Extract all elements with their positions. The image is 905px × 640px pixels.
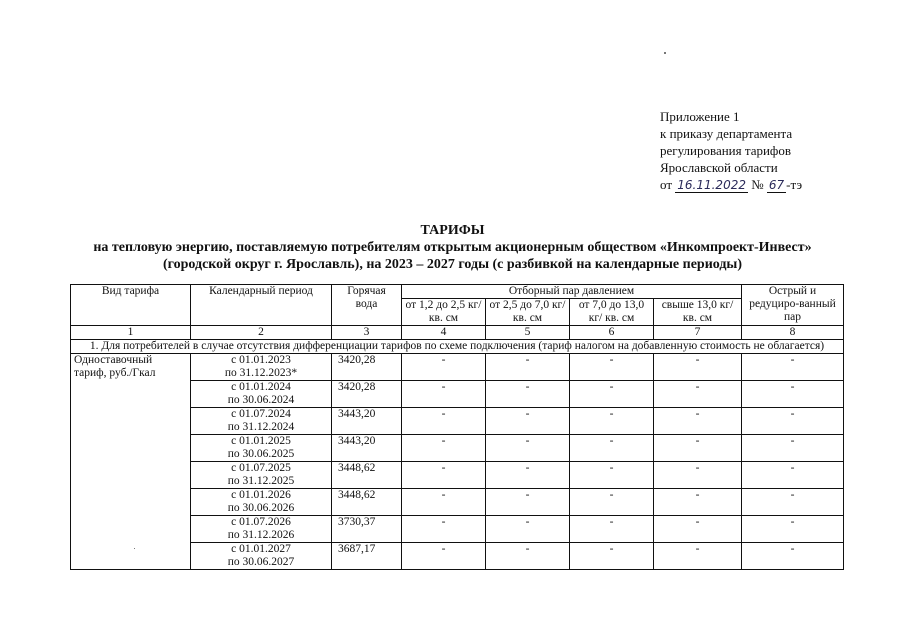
col-number: 2 bbox=[191, 326, 332, 340]
appendix-line-3: регулирования тарифов bbox=[660, 143, 791, 158]
period-cell bbox=[191, 354, 332, 381]
col-number: 8 bbox=[742, 326, 844, 340]
period-cell bbox=[191, 489, 332, 516]
title-subtitle-1: на тепловую энергию, поставляемую потребителям открытым акционерным обществом «Инкомпроект-Инвест» bbox=[93, 240, 812, 255]
col-number: 3 bbox=[332, 326, 402, 340]
steam-1-value: - bbox=[402, 354, 486, 381]
steam-1-value: - bbox=[402, 543, 486, 570]
sharp-steam-value: - bbox=[742, 381, 844, 408]
header-sharp-steam: Острый и редуциро-ванный пар bbox=[742, 285, 844, 326]
period-from: с 01.01.2025 bbox=[231, 435, 291, 447]
header-steam-1: от 1,2 до 2,5 кг/ кв. см bbox=[402, 299, 486, 326]
appendix-order-line bbox=[660, 176, 802, 193]
sharp-steam-value: - bbox=[742, 462, 844, 489]
header-row-1 bbox=[71, 285, 844, 299]
hot-water-value: 3687,17 bbox=[332, 543, 402, 570]
appendix-line-4: Ярославской области bbox=[660, 160, 778, 175]
steam-3-value: - bbox=[570, 462, 654, 489]
steam-2-value: - bbox=[486, 462, 570, 489]
header-period: Календарный период bbox=[191, 285, 332, 326]
steam-3-value: - bbox=[570, 354, 654, 381]
handwritten-date: 16.11.2022 bbox=[677, 178, 746, 192]
hot-water-value: 3420,28 bbox=[332, 354, 402, 381]
period-cell bbox=[191, 435, 332, 462]
steam-4-value: - bbox=[654, 408, 742, 435]
period-from: с 01.01.2023 bbox=[231, 354, 291, 366]
period-cell bbox=[191, 408, 332, 435]
appendix-line-1: Приложение 1 bbox=[660, 109, 740, 124]
column-number-row bbox=[71, 326, 844, 340]
col-number: 6 bbox=[570, 326, 654, 340]
steam-1-value: - bbox=[402, 381, 486, 408]
period-to: по 31.12.2024 bbox=[227, 421, 295, 433]
steam-4-value: - bbox=[654, 516, 742, 543]
steam-3-value: - bbox=[570, 435, 654, 462]
period-cell bbox=[191, 381, 332, 408]
period-to: по 30.06.2026 bbox=[227, 502, 295, 514]
col-number: 5 bbox=[486, 326, 570, 340]
hot-water-value: 3443,20 bbox=[332, 435, 402, 462]
sharp-steam-value: - bbox=[742, 435, 844, 462]
steam-2-value: - bbox=[486, 354, 570, 381]
period-cell bbox=[191, 543, 332, 570]
steam-3-value: - bbox=[570, 408, 654, 435]
header-tariff-type: Вид тарифа bbox=[71, 285, 191, 326]
order-suffix: -тэ bbox=[786, 177, 803, 192]
steam-2-value: - bbox=[486, 435, 570, 462]
document-title bbox=[0, 222, 905, 273]
period-from: с 01.01.2024 bbox=[231, 381, 291, 393]
section-row bbox=[71, 340, 844, 354]
steam-1-value: - bbox=[402, 408, 486, 435]
handwritten-number: 67 bbox=[768, 178, 785, 192]
header-steam-group: Отборный пар давлением bbox=[402, 285, 742, 299]
tariff-type-cell: Одноставочный тариф, руб./Гкал bbox=[71, 354, 191, 570]
sharp-steam-value: - bbox=[742, 516, 844, 543]
steam-2-value: - bbox=[486, 543, 570, 570]
steam-1-value: - bbox=[402, 489, 486, 516]
period-to: по 30.06.2025 bbox=[227, 448, 295, 460]
period-cell bbox=[191, 462, 332, 489]
section-1-title: 1. Для потребителей в случае отсутствия дифференциации тарифов по схеме подключения (тариф налогом на добавленную стоимость не облагается) bbox=[71, 340, 844, 354]
col-number: 1 bbox=[71, 326, 191, 340]
col-number: 4 bbox=[402, 326, 486, 340]
steam-3-value: - bbox=[570, 543, 654, 570]
header-steam-2: от 2,5 до 7,0 кг/ кв. см bbox=[486, 299, 570, 326]
period-from: с 01.07.2026 bbox=[231, 516, 291, 528]
period-from: с 01.07.2024 bbox=[231, 408, 291, 420]
steam-2-value: - bbox=[486, 408, 570, 435]
appendix-block bbox=[660, 108, 802, 193]
steam-3-value: - bbox=[570, 381, 654, 408]
header-steam-4: свыше 13,0 кг/ кв. см bbox=[654, 299, 742, 326]
steam-1-value: - bbox=[402, 516, 486, 543]
hot-water-value: 3448,62 bbox=[332, 462, 402, 489]
table-row bbox=[71, 354, 844, 381]
from-prefix: от bbox=[660, 177, 673, 192]
period-from: с 01.01.2026 bbox=[231, 489, 291, 501]
header-steam-3: от 7,0 до 13,0 кг/ кв. см bbox=[570, 299, 654, 326]
header-hot-water: Горячая вода bbox=[332, 285, 402, 326]
steam-3-value: - bbox=[570, 489, 654, 516]
steam-4-value: - bbox=[654, 462, 742, 489]
steam-1-value: - bbox=[402, 462, 486, 489]
hot-water-value: 3420,28 bbox=[332, 381, 402, 408]
sharp-steam-value: - bbox=[742, 543, 844, 570]
appendix-line-2: к приказу департамента bbox=[660, 126, 793, 141]
scan-speck bbox=[664, 52, 666, 54]
hot-water-value: 3448,62 bbox=[332, 489, 402, 516]
period-from: с 01.01.2027 bbox=[231, 543, 291, 555]
steam-4-value: - bbox=[654, 381, 742, 408]
number-prefix: № bbox=[751, 177, 764, 192]
period-cell bbox=[191, 516, 332, 543]
steam-3-value: - bbox=[570, 516, 654, 543]
period-to: по 31.12.2023* bbox=[224, 367, 298, 379]
steam-4-value: - bbox=[654, 489, 742, 516]
sharp-steam-value: - bbox=[742, 489, 844, 516]
period-to: по 30.06.2024 bbox=[227, 394, 295, 406]
period-to: по 31.12.2025 bbox=[227, 475, 295, 487]
steam-2-value: - bbox=[486, 381, 570, 408]
title-subtitle-2: (городской округ г. Ярославль), на 2023 – 2027 годы (с разбивкой на календарные периоды) bbox=[162, 257, 743, 272]
steam-4-value: - bbox=[654, 543, 742, 570]
steam-1-value: - bbox=[402, 435, 486, 462]
period-from: с 01.07.2025 bbox=[231, 462, 291, 474]
title-main: ТАРИФЫ bbox=[420, 223, 485, 238]
sharp-steam-value: - bbox=[742, 408, 844, 435]
steam-2-value: - bbox=[486, 516, 570, 543]
sharp-steam-value: - bbox=[742, 354, 844, 381]
hot-water-value: 3730,37 bbox=[332, 516, 402, 543]
hot-water-value: 3443,20 bbox=[332, 408, 402, 435]
steam-4-value: - bbox=[654, 435, 742, 462]
tariff-table bbox=[70, 284, 844, 570]
steam-2-value: - bbox=[486, 489, 570, 516]
col-number: 7 bbox=[654, 326, 742, 340]
steam-4-value: - bbox=[654, 354, 742, 381]
period-to: по 31.12.2026 bbox=[227, 529, 295, 541]
period-to: по 30.06.2027 bbox=[227, 556, 295, 568]
